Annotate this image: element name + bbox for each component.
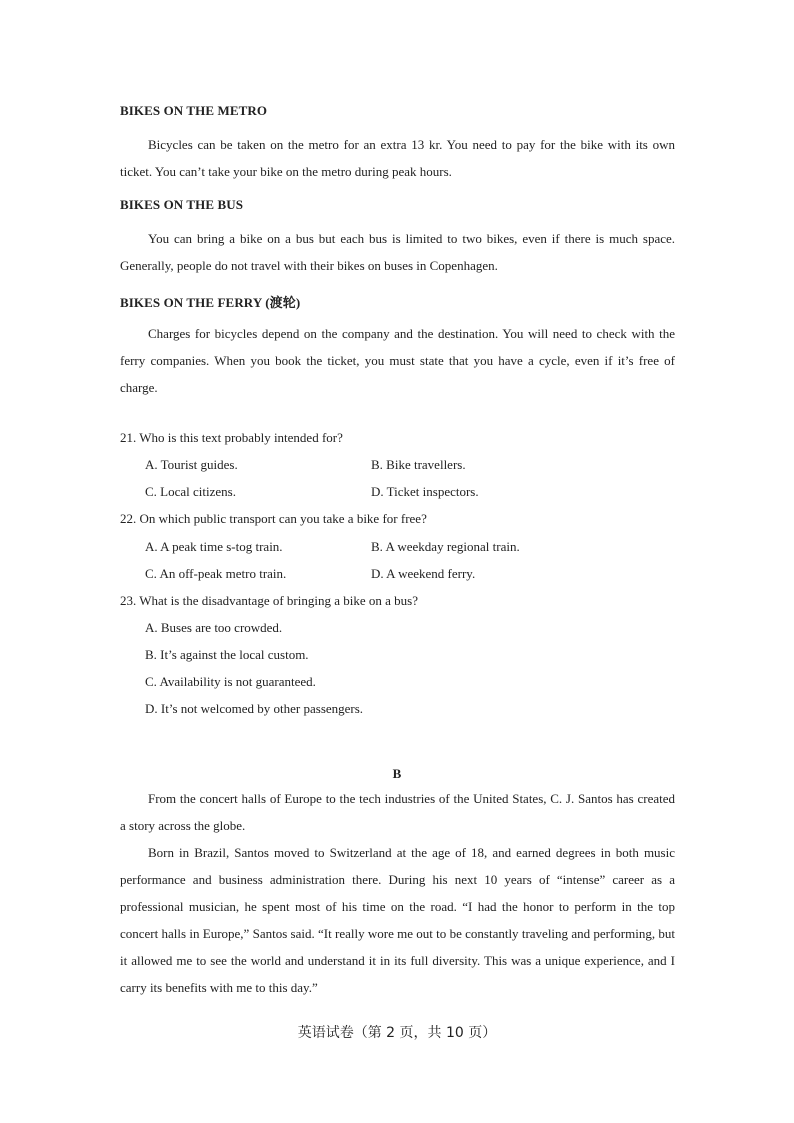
section-b-paragraph-1: From the concert halls of Europe to the tech industries of the United States, C. J. Santos has created a story across the globe. xyxy=(120,791,675,833)
section-b-paragraph-2: Born in Brazil, Santos moved to Switzerland at the age of 18, and earned degrees in both music performance and business administration there. During his next 10 years of “intense” career as a professional musician, he spent most of his time on the road. “I had the honor to perform in the top concert halls in Europe,” Santos said. “It really wore me out to be constantly traveling and performing, but it allowed me to see the world and understand it in its full diversity. This was a unique experience, and I carry its benefits with me to this day.” xyxy=(120,845,675,995)
page-footer: 英语试卷（第 2 页，共 10 页） xyxy=(297,1025,497,1041)
question-21-option-a: A. Tourist guides. xyxy=(145,457,238,472)
question-23: 23. What is the disadvantage of bringing a bike on a bus? xyxy=(120,593,418,608)
ferry-paragraph: Charges for bicycles depend on the company and the destination. You will need to check with the ferry companies. When you book the ticket, you must state that you have a cycle, even if it’s free of charge. xyxy=(120,326,675,395)
question-22-option-d: D. A weekend ferry. xyxy=(371,566,476,581)
question-21-option-b: B. Bike travellers. xyxy=(371,457,466,472)
question-21: 21. Who is this text probably intended for? xyxy=(120,430,343,445)
question-21-option-d: D. Ticket inspectors. xyxy=(371,484,479,499)
ferry-heading: BIKES ON THE FERRY (渡轮) xyxy=(120,295,301,310)
question-23-option-d: D. It’s not welcomed by other passengers. xyxy=(145,701,364,716)
question-22: 22. On which public transport can you take a bike for free? xyxy=(120,511,427,526)
question-22-option-a: A. A peak time s-tog train. xyxy=(145,539,283,554)
metro-paragraph: Bicycles can be taken on the metro for an extra 13 kr. You need to pay for the bike with its own ticket. You can’t take your bike on the metro during peak hours. xyxy=(120,137,675,179)
question-22-option-b: B. A weekday regional train. xyxy=(371,539,520,554)
metro-heading: BIKES ON THE METRO xyxy=(120,103,268,118)
bus-paragraph: You can bring a bike on a bus but each bus is limited to two bikes, even if there is much space. Generally, people do not travel with their bikes on buses in Copenhagen. xyxy=(120,231,675,273)
question-23-option-a: A. Buses are too crowded. xyxy=(145,620,283,635)
question-22-option-c: C. An off-peak metro train. xyxy=(145,566,287,581)
section-b-letter: B xyxy=(392,766,402,781)
question-23-option-b: B. It’s against the local custom. xyxy=(145,647,309,662)
bus-heading: BIKES ON THE BUS xyxy=(120,197,244,212)
question-23-option-c: C. Availability is not guaranteed. xyxy=(145,674,316,689)
question-21-option-c: C. Local citizens. xyxy=(145,484,236,499)
